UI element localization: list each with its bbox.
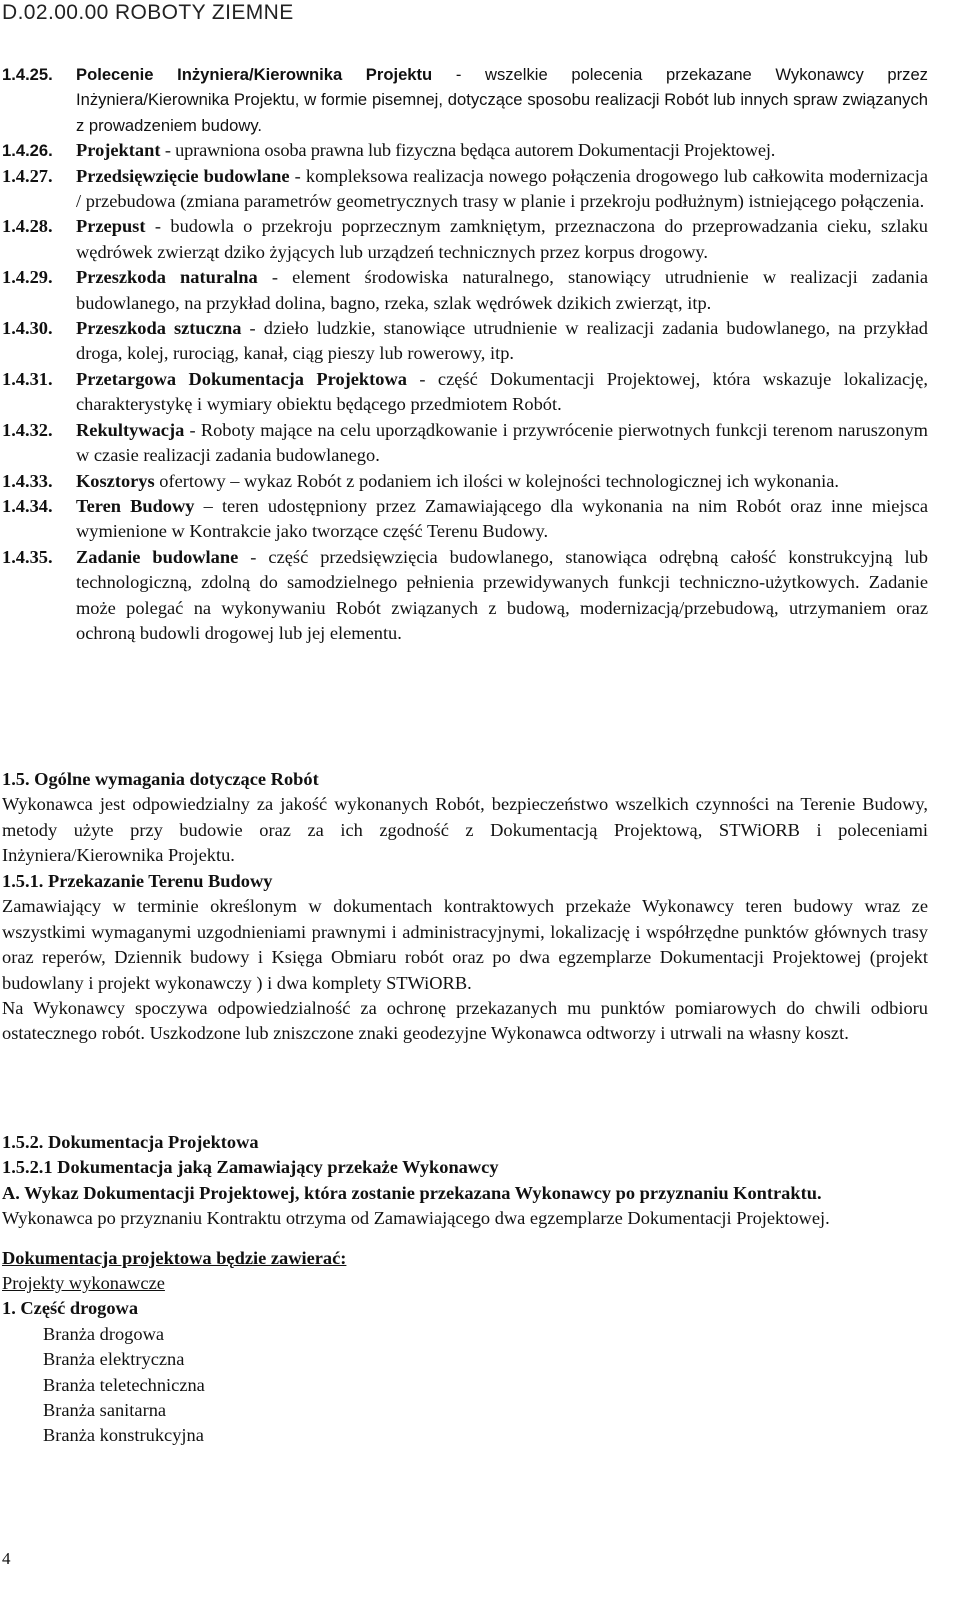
list-a-heading: A. Wykaz Dokumentacji Projektowej, która zostanie przekazana Wykonawcy po przyznaniu Kontraktu. [2, 1182, 822, 1203]
definition-text: - uprawniona osoba prawna lub fizyczna będąca autorem Dokumentacji Projektowej. [160, 140, 776, 161]
definition-term: Kosztorys [76, 470, 155, 491]
definition-number: 1.4.28. [2, 216, 53, 237]
definition-item [2, 494, 928, 545]
definition-item [2, 316, 928, 367]
branch-item: Branża konstrukcyjna [43, 1425, 204, 1446]
definition-item [2, 265, 928, 316]
section-paragraph: Wykonawca po przyznaniu Kontraktu otrzyma od Zamawiającego dwa egzemplarze Dokumentacji Projektowej. [2, 1208, 830, 1229]
definition-number: 1.4.25. [2, 65, 53, 84]
section-paragraph: Na Wykonawcy spoczywa odpowiedzialność za ochronę przekazanych mu punktów pomiarowych do chwili odbioru ostatecznego robót. Uszkodzone lub zniszczone znaki geodezyjne Wykonawca odtworzy i utrwali na własny koszt. [2, 998, 928, 1044]
definition-number: 1.4.31. [2, 368, 53, 389]
definition-term: Polecenie Inżyniera/Kierownika Projektu [76, 65, 433, 84]
definition-text: - Roboty mające na celu uporządkowanie i przywrócenie pierwotnych funkcji terenom naruszonym w czasie realizacji zadania budowlanego. [76, 419, 928, 466]
definition-text: - kompleksowa realizacja nowego połączenia drogowego lub całkowita modernizacja / przebudowa (zmiana parametrów geometrycznych trasy w planie i przekroju podłużnym) istniejącego połączenia. [76, 165, 928, 212]
definition-number: 1.4.26. [2, 141, 53, 161]
section-site-handover [2, 869, 928, 1047]
section-heading: 1.5. Ogólne wymagania dotyczące Robót [2, 769, 319, 789]
definition-item [2, 545, 928, 647]
definition-number: 1.4.30. [2, 318, 53, 339]
definition-term: Przetargowa Dokumentacja Projektowa [76, 368, 407, 389]
subsection-heading: 1.5.2.1 Dokumentacja jaką Zamawiający przekaże Wykonawcy [2, 1157, 499, 1178]
section-general-requirements [2, 767, 928, 869]
definition-term: Zadanie budowlane [76, 546, 239, 567]
definitions-list [2, 62, 928, 646]
definition-term: Przeszkoda naturalna [76, 267, 258, 288]
section-paragraph: Wykonawca jest odpowiedzialny za jakość wykonanych Robót, bezpieczeństwo wszelkich czynności na Terenie Budowy, metody użyte przy budowie oraz za ich zgodność z Dokumentacją Projektową, STWiORB i poleceniami Inżyniera/Kierownika Projektu. [2, 794, 928, 866]
section-heading: 1.5.2. Dokumentacja Projektowa [2, 1132, 259, 1152]
section-heading: 1.5.1. Przekazanie Terenu Budowy [2, 871, 273, 891]
definition-item [2, 62, 928, 138]
definition-item [2, 367, 928, 418]
section-paragraph: Zamawiający w terminie określonym w dokumentach kontraktowych przekaże Wykonawcy teren budowy wraz ze wszystkimi wymaganymi uzgodnieniami prawnymi i administracyjnymi, lokalizację i współrzędne punktów głównych trasy oraz reperów, Dziennik budowy i Księga Obmiaru robót oraz po dwa egzemplarze Dokumentacji Projektowej (projekt budowlany i projekt wykonawczy ) i dwa komplety STWiORB. [2, 896, 928, 993]
definition-number: 1.4.35. [2, 546, 53, 567]
branch-item: Branża teletechniczna [43, 1374, 205, 1395]
branch-item: Branża drogowa [43, 1323, 165, 1344]
branch-item: Branża sanitarna [43, 1400, 167, 1421]
definition-term: Teren Budowy [76, 495, 195, 516]
definition-item [2, 164, 928, 215]
definition-text: - część Dokumentacji Projektowej, która wskazuje lokalizację, charakterystykę i wymiary obiektu będącego przedmiotem Robót. [76, 368, 928, 415]
definition-term: Przedsięwzięcie budowlane [76, 165, 290, 186]
definition-item [2, 138, 928, 163]
document-header: D.02.00.00 ROBOTY ZIEMNE [2, 1, 294, 24]
projects-label: Projekty wykonawcze [2, 1273, 165, 1294]
definition-number: 1.4.34. [2, 495, 53, 516]
definition-text: - część przedsięwzięcia budowlanego, stanowiąca odrębną całość konstrukcyjną lub technologiczną, zdolną do samodzielnego pełnienia przewidywanych funkcji techniczno-użytkowych. Zadanie może polegać na wykonywaniu Robót związanych z budową, modernizacją/przebudową, utrzymaniem oraz ochroną budowli drogowej lub jej elementu. [76, 546, 929, 643]
definition-number: 1.4.33. [2, 470, 53, 491]
documentation-contents-heading: Dokumentacja projektowa będzie zawierać: [2, 1247, 347, 1268]
definition-text: - wszelkie polecenia przekazane Wykonawcy przez Inżyniera/Kierownika Projektu, w formie pisemnej, dotyczące sposobu realizacji Robót lub innych spraw związanych z prowadzeniem budowy. [76, 65, 928, 135]
definition-number: 1.4.32. [2, 419, 53, 440]
definition-text: - element środowiska naturalnego, stanowiący utrudnienie w realizacji zadania budowlanego, na przykład dolina, bagno, rzeka, szlak wędrówek dzikich zwierząt, itp. [76, 267, 928, 313]
definition-text: ofertowy – wykaz Robót z podaniem ich ilości w kolejności technologicznej ich wykonania. [154, 470, 840, 491]
definition-text: - dzieło ludzkie, stanowiące utrudnienie w realizacji zadania budowlanego, na przykład droga, kolej, rurociąg, kanał, ciąg pieszy lub rowerowy, itp. [76, 318, 928, 364]
definition-term: Projektant [76, 140, 161, 161]
section-project-documentation [2, 1130, 928, 1449]
definition-number: 1.4.29. [2, 267, 53, 288]
definition-item [2, 214, 928, 265]
branch-item: Branża elektryczna [43, 1349, 185, 1370]
page-number: 4 [2, 1549, 11, 1568]
definition-term: Przepust [76, 216, 146, 237]
part-heading: 1. Część drogowa [2, 1298, 139, 1319]
definition-text: - budowla o przekroju poprzecznym zamkniętym, przeznaczona do przeprowadzania cieku, szlaku wędrówek zwierząt dziko żyjących lub urządzeń technicznych przez korpus drogowy. [76, 216, 928, 262]
definition-number: 1.4.27. [2, 165, 53, 186]
definition-term: Rekultywacja [76, 419, 185, 440]
definition-item [2, 418, 928, 469]
definition-text: – teren udostępniony przez Zamawiającego dla wykonania na nim Robót oraz inne miejsca wymienione w Kontrakcie jako tworzące część Terenu Budowy. [76, 495, 928, 542]
definition-term: Przeszkoda sztuczna [76, 318, 242, 339]
definition-item [2, 469, 928, 494]
